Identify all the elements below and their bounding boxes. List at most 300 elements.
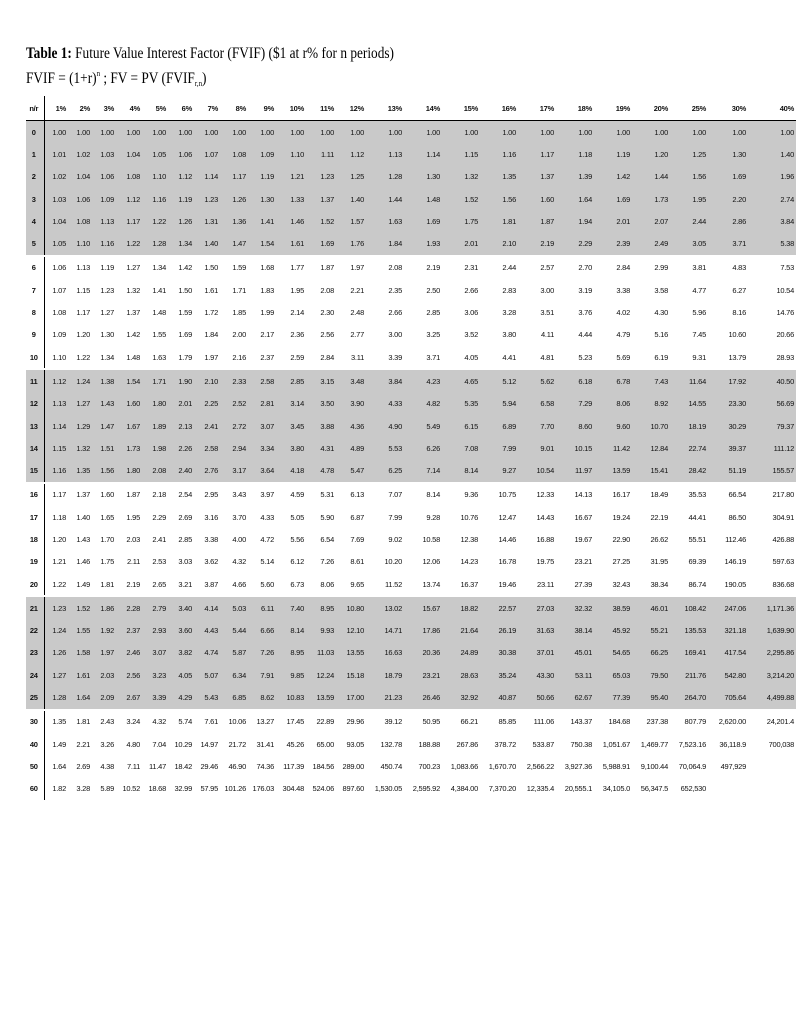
factor-cell: 2.14 (290, 308, 304, 318)
factor-cell: 1.32 (126, 285, 140, 295)
factor-cell: 12.84 (632, 437, 670, 459)
factor-cell: 1.42 (126, 330, 140, 340)
factor-cell: 1.03 (92, 143, 116, 165)
factor-cell: 2.49 (632, 232, 670, 255)
factor-cell: 4.77 (692, 285, 706, 295)
factor-cell: 18.79 (366, 664, 404, 686)
factor-cell: 2.70 (556, 256, 594, 279)
factor-cell: 9.60 (594, 415, 632, 437)
factor-cell: 217.80 (748, 483, 796, 506)
factor-cell: 1.06 (168, 143, 194, 165)
period-cell: 60 (26, 778, 44, 800)
factor-cell: 18.49 (632, 483, 670, 506)
factor-cell: 2.74 (748, 188, 796, 210)
factor-cell: 40.50 (748, 369, 796, 392)
factor-cell: 3.21 (178, 579, 192, 589)
factor-cell: 1.40 (748, 143, 796, 165)
factor-cell: 1.17 (518, 143, 556, 165)
rate-header: 3% (92, 96, 116, 121)
factor-cell: 1.12 (168, 166, 194, 188)
factor-cell: 24.89 (442, 642, 480, 664)
factor-cell: 79.50 (632, 664, 670, 686)
factor-cell: 32.92 (442, 686, 480, 709)
factor-cell: 1.12 (336, 143, 366, 165)
document (26, 44, 794, 794)
factor-cell: 4.00 (232, 534, 246, 544)
factor-cell: 1.20 (76, 330, 90, 340)
factor-cell: 95.40 (632, 686, 670, 709)
factor-cell: 1.19 (92, 256, 116, 279)
table-row (26, 437, 796, 459)
factor-cell: 184.68 (594, 710, 632, 733)
factor-cell: 1.14 (404, 143, 442, 165)
factor-cell: 1.41 (248, 210, 276, 232)
factor-cell: 8.61 (350, 557, 364, 567)
factor-cell: 1.16 (44, 459, 68, 482)
factor-cell: 10.83 (276, 686, 306, 709)
factor-cell: 3.16 (204, 512, 218, 522)
factor-cell: 1.24 (44, 620, 68, 642)
factor-cell: 12.47 (498, 512, 516, 522)
factor-cell: 1.08 (68, 210, 92, 232)
factor-cell: 2.18 (142, 483, 168, 506)
factor-cell: 2.48 (350, 308, 364, 318)
factor-cell: 3.97 (248, 483, 276, 506)
factor-cell: 1.00 (306, 121, 336, 144)
factor-cell: 8.14 (276, 620, 306, 642)
factor-cell: 1.97 (204, 352, 218, 362)
factor-cell: 11.64 (670, 369, 708, 392)
factor-cell: 1.00 (442, 121, 480, 144)
factor-cell: 2.84 (594, 256, 632, 279)
factor-cell: 6.13 (336, 483, 366, 506)
factor-cell: 1.69 (594, 188, 632, 210)
factor-cell: 2.29 (556, 232, 594, 255)
factor-cell: 1.03 (44, 188, 68, 210)
factor-cell: 700.23 (418, 761, 440, 771)
table-label: Table 1: (26, 45, 72, 62)
factor-cell: 1.18 (556, 143, 594, 165)
factor-cell: 32.32 (556, 596, 594, 619)
factor-cell: 26.62 (650, 534, 668, 544)
table-row (26, 551, 796, 573)
factor-cell: 10.75 (480, 483, 518, 506)
factor-cell: 1.07 (52, 285, 66, 295)
factor-cell: 1.00 (556, 121, 594, 144)
period-cell: 30 (26, 710, 44, 733)
factor-cell: 1.42 (168, 256, 194, 279)
factor-cell: 28.42 (670, 459, 708, 482)
factor-cell: 2.40 (168, 459, 194, 482)
factor-cell: 1.27 (44, 664, 68, 686)
period-cell: 5 (26, 232, 44, 255)
factor-cell: 1.14 (194, 166, 220, 188)
factor-cell: 1.98 (142, 437, 168, 459)
factor-cell: 1.07 (194, 143, 220, 165)
factor-cell: 1.54 (116, 369, 142, 392)
period-cell: 16 (26, 483, 44, 506)
factor-cell: 2.81 (248, 393, 276, 415)
factor-cell: 5.38 (748, 232, 796, 255)
factor-cell: 1.04 (44, 210, 68, 232)
factor-cell: 1.44 (632, 166, 670, 188)
factor-cell: 1.80 (142, 393, 168, 415)
factor-cell: 1.21 (276, 166, 306, 188)
factor-cell: 1.44 (366, 188, 404, 210)
factor-cell: 2.99 (632, 256, 670, 279)
factor-cell: 1.22 (142, 210, 168, 232)
factor-cell: 2.10 (480, 232, 518, 255)
factor-cell: 5.49 (404, 415, 442, 437)
factor-cell: 1.28 (44, 686, 68, 709)
factor-cell (748, 778, 796, 800)
table-row (26, 596, 796, 619)
factor-cell: 450.74 (380, 761, 402, 771)
factor-cell: 12.33 (518, 483, 556, 506)
factor-cell: 6.26 (404, 437, 442, 459)
table-row (26, 642, 796, 664)
factor-cell: 1.39 (556, 166, 594, 188)
factor-cell: 21.23 (366, 686, 404, 709)
factor-cell: 9.28 (426, 512, 440, 522)
factor-cell: 14.23 (460, 557, 478, 567)
table-row (26, 459, 796, 482)
factor-cell: 1.52 (68, 596, 92, 619)
factor-cell: 15.41 (632, 459, 670, 482)
factor-cell: 1.56 (480, 188, 518, 210)
factor-cell: 9.36 (442, 483, 480, 506)
factor-cell: 1,171.36 (748, 596, 796, 619)
factor-cell: 1.24 (68, 369, 92, 392)
factor-cell: 1.49 (76, 579, 90, 589)
factor-cell: 4.81 (540, 352, 554, 362)
factor-cell: 1,083.66 (450, 761, 478, 771)
factor-cell: 9.65 (350, 579, 364, 589)
factor-cell: 55.51 (688, 534, 706, 544)
rate-header: 8% (220, 96, 248, 121)
factor-cell: 897.60 (342, 784, 364, 794)
period-cell: 9 (26, 324, 44, 346)
rate-header: 2% (68, 96, 92, 121)
factor-cell: 2.19 (404, 256, 442, 279)
table-row (26, 573, 796, 596)
factor-cell: 7.40 (276, 596, 306, 619)
factor-cell: 417.54 (708, 642, 748, 664)
factor-cell: 5.31 (306, 483, 336, 506)
factor-cell: 3.62 (204, 557, 218, 567)
factor-cell: 1.61 (204, 285, 218, 295)
factor-cell: 19.24 (612, 512, 630, 522)
factor-cell: 6.19 (654, 352, 668, 362)
table-row (26, 166, 796, 188)
factor-cell: 9.27 (480, 459, 518, 482)
factor-cell: 1.10 (142, 166, 168, 188)
factor-cell: 1.12 (44, 369, 68, 392)
period-cell: 3 (26, 188, 44, 210)
factor-cell: 2.00 (232, 330, 246, 340)
factor-cell: 3,214.20 (748, 664, 796, 686)
table-row (26, 686, 796, 709)
factor-cell: 5.14 (260, 557, 274, 567)
factor-cell: 1.58 (68, 642, 92, 664)
factor-cell: 39.12 (366, 710, 404, 733)
factor-cell: 1.05 (44, 232, 68, 255)
factor-cell: 4.43 (194, 620, 220, 642)
period-cell: 24 (26, 664, 44, 686)
factor-cell: 143.37 (556, 710, 594, 733)
factor-cell: 169.41 (670, 642, 708, 664)
factor-cell: 1.84 (204, 330, 218, 340)
factor-cell: 188.88 (418, 739, 440, 749)
factor-cell: 20,555.1 (564, 784, 592, 794)
factor-cell: 6.85 (220, 686, 248, 709)
factor-cell: 1.40 (76, 512, 90, 522)
factor-cell: 1.35 (480, 166, 518, 188)
rate-header: 15% (442, 96, 480, 121)
factor-cell: 38.34 (650, 579, 668, 589)
factor-cell: 1.11 (306, 143, 336, 165)
period-cell: 7 (26, 279, 44, 301)
factor-cell: 3.64 (248, 459, 276, 482)
factor-cell: 28.63 (442, 664, 480, 686)
factor-cell: 77.39 (594, 686, 632, 709)
factor-cell: 2.36 (290, 330, 304, 340)
factor-cell: 14.43 (536, 512, 554, 522)
factor-cell: 36,118.9 (719, 739, 746, 749)
factor-cell: 1.28 (142, 232, 168, 255)
factor-cell: 807.79 (670, 710, 708, 733)
factor-cell: 2.53 (152, 557, 166, 567)
factor-cell: 750.38 (570, 739, 592, 749)
factor-cell: 1.13 (366, 143, 404, 165)
factor-cell: 45.92 (594, 620, 632, 642)
factor-cell: 3.11 (350, 352, 364, 362)
factor-cell: 1.02 (68, 143, 92, 165)
factor-cell: 55.21 (632, 620, 670, 642)
factor-cell: 22.89 (306, 710, 336, 733)
factor-cell: 1.10 (68, 232, 92, 255)
factor-cell: 4.66 (232, 579, 246, 589)
factor-cell: 23.11 (537, 579, 554, 589)
rate-header: 1% (44, 96, 68, 121)
factor-cell: 44.41 (688, 512, 706, 522)
factor-cell: 65.03 (594, 664, 632, 686)
factor-cell: 10.15 (556, 437, 594, 459)
period-cell: 4 (26, 210, 44, 232)
factor-cell: 2.19 (126, 579, 140, 589)
factor-cell: 7.08 (442, 437, 480, 459)
factor-cell: 5.56 (290, 534, 304, 544)
factor-cell: 7.43 (632, 369, 670, 392)
factor-cell: 1.00 (632, 121, 670, 144)
factor-cell: 2.56 (320, 330, 334, 340)
factor-cell: 1.20 (52, 534, 66, 544)
factor-cell: 2.35 (388, 285, 402, 295)
factor-cell: 3.14 (276, 393, 306, 415)
factor-cell: 4.33 (260, 512, 274, 522)
rate-header: 16% (480, 96, 518, 121)
factor-cell: 1.47 (220, 232, 248, 255)
factor-cell: 1,051.67 (602, 739, 630, 749)
factor-cell: 2.83 (502, 285, 516, 295)
rate-header: 9% (248, 96, 276, 121)
factor-cell: 1.35 (68, 459, 92, 482)
factor-cell: 5.94 (480, 393, 518, 415)
factor-cell: 1.48 (152, 308, 166, 318)
rate-header: 5% (142, 96, 168, 121)
factor-cell: 34,105.0 (602, 784, 630, 794)
factor-cell: 8.14 (442, 459, 480, 482)
factor-cell: 43.30 (518, 664, 556, 686)
factor-cell: 6.66 (248, 620, 276, 642)
factor-cell: 2.79 (142, 596, 168, 619)
factor-cell: 2.66 (388, 308, 402, 318)
factor-cell: 3.15 (306, 369, 336, 392)
factor-cell: 3.81 (670, 256, 708, 279)
factor-cell: 1.83 (260, 285, 274, 295)
factor-cell: 21.64 (442, 620, 480, 642)
factor-cell: 69.39 (688, 557, 706, 567)
factor-cell: 7.61 (194, 710, 220, 733)
factor-cell: 5.69 (616, 352, 630, 362)
rate-header: 25% (670, 96, 708, 121)
factor-cell: 3.17 (220, 459, 248, 482)
factor-cell: 1.04 (68, 166, 92, 188)
factor-cell: 13.74 (422, 579, 440, 589)
factor-cell: 7.99 (480, 437, 518, 459)
factor-cell: 1.27 (116, 256, 142, 279)
factor-cell: 1.17 (44, 483, 68, 506)
factor-cell: 8.95 (306, 596, 336, 619)
factor-cell: 132.78 (380, 739, 402, 749)
factor-cell: 1.54 (248, 232, 276, 255)
factor-cell: 3.82 (168, 642, 194, 664)
factor-cell: 497,929 (720, 761, 746, 771)
factor-cell: 14.76 (776, 308, 794, 318)
factor-cell: 32.43 (612, 579, 630, 589)
factor-cell: 2.76 (194, 459, 220, 482)
factor-cell: 4.32 (232, 557, 246, 567)
factor-cell: 3.40 (168, 596, 194, 619)
factor-cell: 1.10 (52, 352, 66, 362)
factor-cell: 2.59 (290, 352, 304, 362)
factor-cell: 1.87 (518, 210, 556, 232)
factor-cell: 14.13 (556, 483, 594, 506)
factor-cell: 1.25 (336, 166, 366, 188)
factor-cell: 4.02 (616, 308, 630, 318)
table-row (26, 346, 796, 369)
factor-cell: 2.25 (194, 393, 220, 415)
header-row (26, 96, 796, 121)
factor-cell: 66.21 (442, 710, 480, 733)
period-cell: 12 (26, 393, 44, 415)
factor-cell: 5.87 (220, 642, 248, 664)
factor-cell: 18.19 (670, 415, 708, 437)
factor-cell: 1.63 (152, 352, 166, 362)
factor-cell: 54.65 (594, 642, 632, 664)
factor-cell: 23.21 (404, 664, 442, 686)
factor-cell: 4.79 (616, 330, 630, 340)
factor-cell: 1.61 (68, 664, 92, 686)
factor-cell: 1.00 (220, 121, 248, 144)
factor-cell: 1.40 (194, 232, 220, 255)
factor-cell: 2.50 (426, 285, 440, 295)
factor-cell: 8.06 (320, 579, 334, 589)
period-cell: 11 (26, 369, 44, 392)
factor-cell: 1.96 (748, 166, 796, 188)
factor-cell: 1.10 (276, 143, 306, 165)
factor-cell: 2.85 (426, 308, 440, 318)
factor-cell: 3.84 (366, 369, 404, 392)
factor-cell: 18.68 (148, 784, 166, 794)
factor-cell: 1.64 (52, 761, 66, 771)
factor-cell (748, 755, 796, 777)
factor-cell: 1.68 (248, 256, 276, 279)
factor-cell: 23.30 (708, 393, 748, 415)
factor-cell: 7.26 (248, 642, 276, 664)
factor-cell: 3.51 (540, 308, 554, 318)
factor-cell: 3.58 (654, 285, 668, 295)
factor-cell: 11.03 (306, 642, 336, 664)
factor-cell: 289.00 (342, 761, 364, 771)
factor-cell: 1.14 (44, 415, 68, 437)
factor-cell: 5.35 (442, 393, 480, 415)
period-cell: 23 (26, 642, 44, 664)
factor-cell (708, 778, 748, 800)
factor-cell: 1.00 (594, 121, 632, 144)
factor-cell: 1.15 (442, 143, 480, 165)
factor-cell: 2.37 (116, 620, 142, 642)
factor-cell: 2.08 (142, 459, 168, 482)
factor-cell: 1.59 (220, 256, 248, 279)
factor-cell: 321.18 (708, 620, 748, 642)
table-row (26, 188, 796, 210)
factor-cell: 1.00 (708, 121, 748, 144)
factor-cell: 1.95 (126, 512, 140, 522)
factor-cell: 1.00 (44, 121, 68, 144)
factor-cell: 1.29 (68, 415, 92, 437)
period-cell: 50 (26, 755, 44, 777)
factor-cell: 2.41 (152, 534, 166, 544)
factor-cell: 3.76 (578, 308, 592, 318)
factor-cell: 1.34 (142, 256, 168, 279)
factor-cell: 86.74 (688, 579, 706, 589)
factor-cell: 1.06 (68, 188, 92, 210)
factor-cell: 1.56 (670, 166, 708, 188)
formula-fvif: FVIF = (1+r) (26, 70, 97, 87)
factor-cell: 4.14 (194, 596, 220, 619)
factor-cell: 2,620.00 (708, 710, 748, 733)
factor-cell: 13.59 (594, 459, 632, 482)
factor-cell: 1.20 (632, 143, 670, 165)
factor-cell: 3.26 (100, 739, 114, 749)
factor-cell: 6.12 (290, 557, 304, 567)
factor-cell: 1.00 (194, 121, 220, 144)
factor-cell: 6.34 (220, 664, 248, 686)
factor-cell: 7.45 (692, 330, 706, 340)
factor-cell: 2.17 (260, 330, 274, 340)
factor-cell: 1,670.70 (488, 761, 516, 771)
factor-cell: 112.46 (725, 534, 746, 544)
factor-cell: 1.00 (248, 121, 276, 144)
factor-cell: 1.30 (100, 330, 114, 340)
factor-cell: 2.31 (442, 256, 480, 279)
factor-cell: 4.41 (502, 352, 516, 362)
factor-cell: 1.43 (76, 534, 90, 544)
factor-cell: 3.05 (670, 232, 708, 255)
table-row (26, 528, 796, 550)
table-row (26, 301, 796, 323)
